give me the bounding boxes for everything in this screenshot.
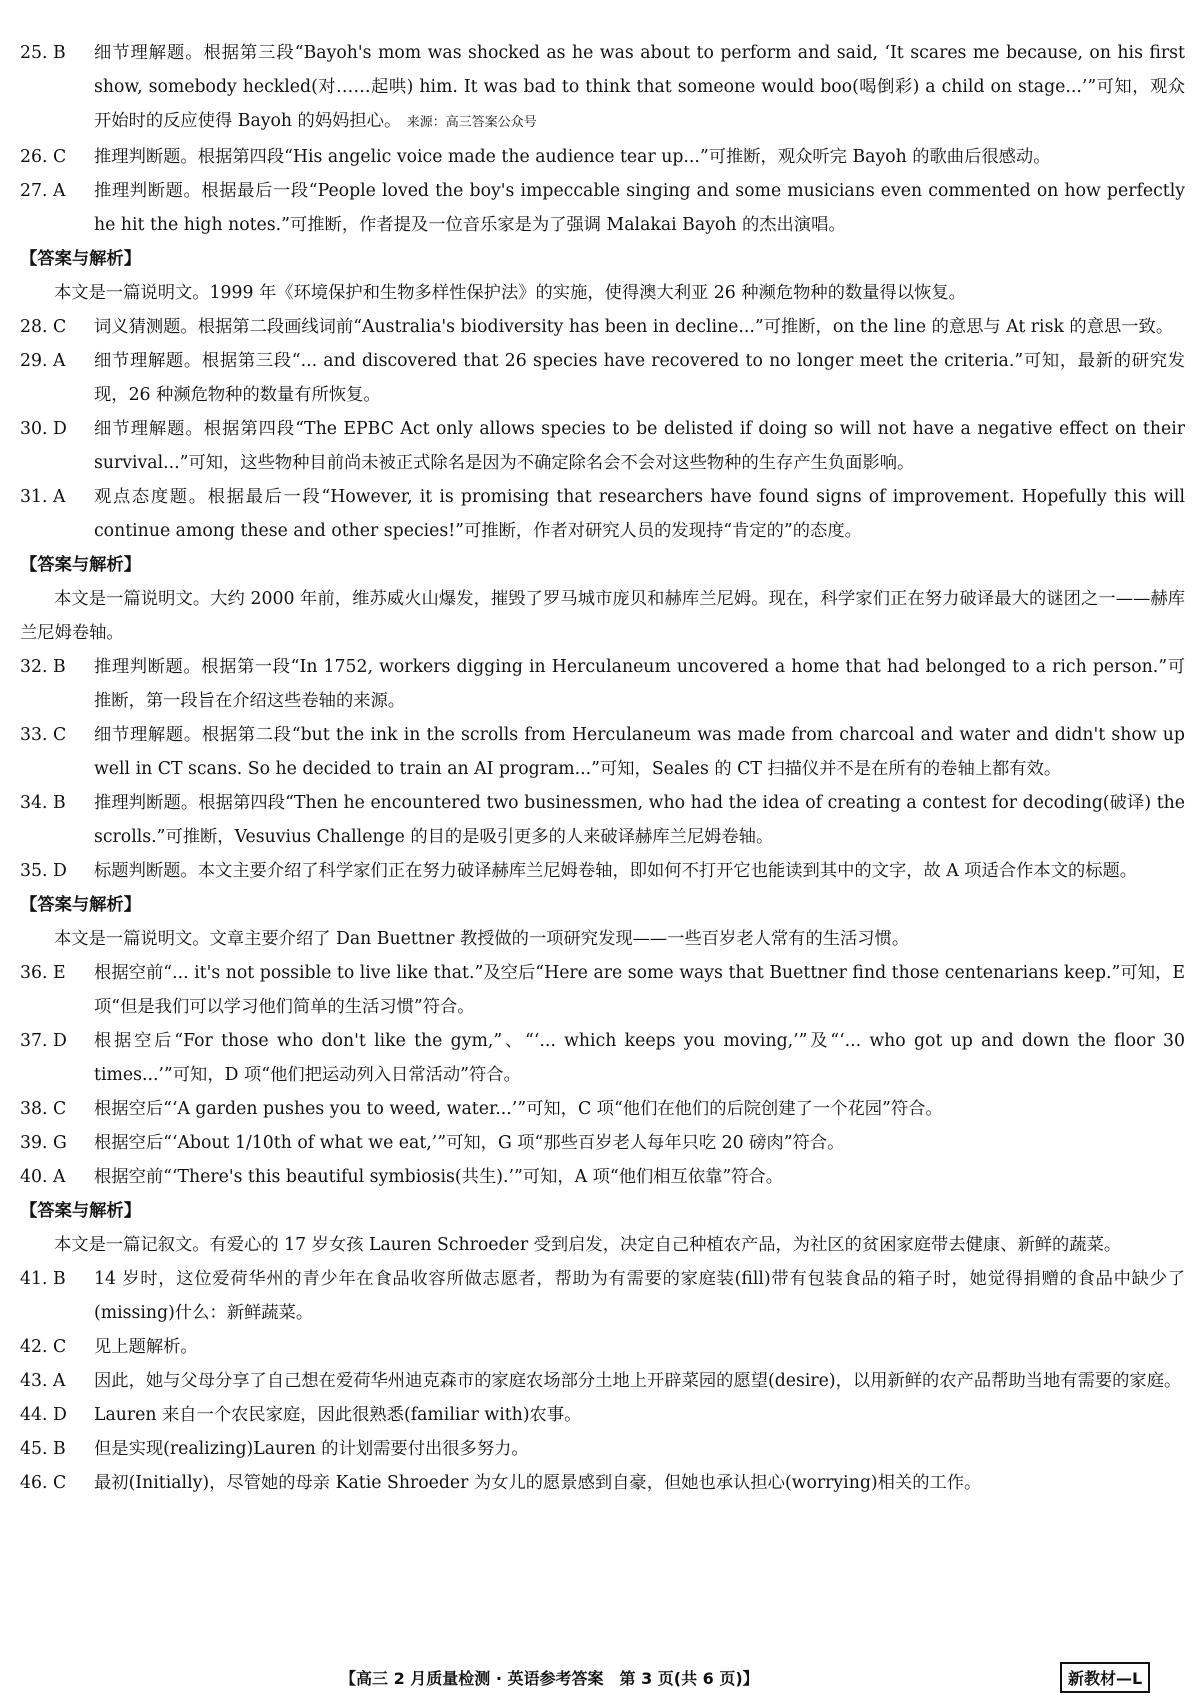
answer-item: [20, 174, 1185, 242]
answer-number: 39. G: [20, 1133, 67, 1153]
answer-item: [20, 854, 1185, 888]
answer-explanation: 根据空前“‘There's this beautiful symbiosis(共生).’”可知，A 项“他们相互依靠”符合。: [94, 1167, 784, 1187]
answer-number: 31. A: [20, 487, 66, 507]
answer-explanation: 因此，她与父母分享了自己想在爱荷华州迪克森市的家庭农场部分土地上开辟菜园的愿望(desire)，以用新鲜的农产品帮助当地有需要的家庭。: [94, 1371, 1182, 1391]
answer-number: 29. A: [20, 351, 66, 371]
answer-explanation: 推理判断题。根据第四段“Then he encountered two businessmen, who had the idea of creating a contest for decoding(破译) the scrolls.”可推断，Vesuvius Challenge 的目的是吸引更多的人来破译赫库兰尼姆卷轴。: [94, 793, 1185, 847]
answer-number: 28. C: [20, 317, 67, 337]
answer-number: 37. D: [20, 1031, 67, 1051]
answer-explanation: 最初(Initially)，尽管她的母亲 Katie Shroeder 为女儿的愿景感到自豪，但她也承认担心(worrying)相关的工作。: [94, 1473, 982, 1493]
answer-explanation: 细节理解题。根据第三段“... and discovered that 26 species have recovered to no longer meet the criteria.”可知，最新的研究发现，26 种濒危物种的数量有所恢复。: [94, 351, 1185, 405]
answer-item: [20, 718, 1185, 786]
answer-explanation: 细节理解题。根据第三段“Bayoh's mom was shocked as he was about to perform and said, ‘It scares me because, on his first show, somebody heckled(对……起哄) him. It was bad to think that someone would boo(喝倒彩) a child on stage...’”可知，观众开始时的反应使得 Bayoh 的妈妈担心。: [94, 43, 1185, 131]
answer-explanation: Lauren 来自一个农民家庭，因此很熟悉(familiar with)农事。: [94, 1405, 582, 1425]
section-intro: 本文是一篇说明文。文章主要介绍了 Dan Buettner 教授做的一项研究发现——一些百岁老人常有的生活习惯。: [54, 929, 910, 949]
answer-number: 40. A: [20, 1167, 66, 1187]
edition-badge: 新教材—L: [1060, 1662, 1150, 1693]
answer-explanation: 根据空后“For those who don't like the gym,”、“‘... which keeps you moving,’”及“‘... who got up and down the floor 30 times...’”可知，D 项“他们把运动列入日常活动”符合。: [94, 1031, 1185, 1085]
answer-explanation: 推理判断题。根据第一段“In 1752, workers digging in Herculaneum uncovered a home that had belonged to a rich person.”可推断，第一段旨在介绍这些卷轴的来源。: [94, 657, 1185, 711]
answer-item: [20, 1126, 1185, 1160]
answer-number: 42. C: [20, 1337, 67, 1357]
answer-explanation: 细节理解题。根据第二段“but the ink in the scrolls from Herculaneum was made from charcoal and water and didn't show up well in CT scans. So he decided to train an AI program...”可知，Seales 的 CT 扫描仪并不是在所有的卷轴上都有效。: [94, 725, 1185, 779]
answer-item: [20, 1024, 1185, 1092]
section-intro: 本文是一篇说明文。1999 年《环境保护和生物多样性保护法》的实施，使得澳大利亚 26 种濒危物种的数量得以恢复。: [54, 283, 966, 303]
answer-number: 30. D: [20, 419, 67, 439]
answer-number: 26. C: [20, 147, 67, 167]
answer-explanation: 根据空后“‘About 1/10th of what we eat,’”可知，G 项“那些百岁老人每年只吃 20 磅肉”符合。: [94, 1133, 845, 1153]
answer-item: [20, 1398, 1185, 1432]
answer-item: [20, 786, 1185, 854]
answer-number: 35. D: [20, 861, 67, 881]
answer-item: [20, 1364, 1185, 1398]
answer-explanation: 根据空后“‘A garden pushes you to weed, water...’”可知，C 项“他们在他们的后院创建了一个花园”符合。: [94, 1099, 943, 1119]
answer-item: [20, 1432, 1185, 1466]
page-footer: [0, 1662, 1200, 1692]
answer-item: [20, 412, 1185, 480]
answer-explanation: 但是实现(realizing)Lauren 的计划需要付出很多努力。: [94, 1439, 529, 1459]
answer-item: [20, 1092, 1185, 1126]
section-heading: 【答案与解析】: [20, 555, 141, 575]
answer-number: 25. B: [20, 43, 66, 63]
answer-explanation: 细节理解题。根据第四段“The EPBC Act only allows species to be delisted if doing so will not have a negative effect on their survival...”可知，这些物种目前尚未被正式除名是因为不确定除名会不会对这些物种的生存产生负面影响。: [94, 419, 1185, 473]
answer-item: [20, 140, 1185, 174]
section-heading: 【答案与解析】: [20, 1201, 141, 1221]
answer-explanation: 观点态度题。根据最后一段“However, it is promising that researchers have found signs of improvement. Hopefully this will continue among these and other species!”可推断，作者对研究人员的发现持“肯定的”的态度。: [94, 487, 1185, 541]
answer-item: [20, 310, 1185, 344]
footer-page-info: 【高三 2 月质量检测 · 英语参考答案 第 3 页(共 6 页)】: [340, 1669, 759, 1688]
section-heading: 【答案与解析】: [20, 895, 141, 915]
answer-number: 45. B: [20, 1439, 66, 1459]
section-heading: 【答案与解析】: [20, 249, 141, 269]
answer-number: 36. E: [20, 963, 66, 983]
answer-number: 33. C: [20, 725, 67, 745]
answer-item: [20, 1330, 1185, 1364]
answer-item: [20, 480, 1185, 548]
section-intro: 本文是一篇说明文。大约 2000 年前，维苏威火山爆发，摧毁了罗马城市庞贝和赫库兰尼姆。现在，科学家们正在努力破译最大的谜团之一——赫库兰尼姆卷轴。: [20, 589, 1185, 643]
answer-item: [20, 956, 1185, 1024]
answer-number: 43. A: [20, 1371, 66, 1391]
answer-explanation: 标题判断题。本文主要介绍了科学家们正在努力破译赫库兰尼姆卷轴，即如何不打开它也能读到其中的文字，故 A 项适合作本文的标题。: [94, 861, 1138, 881]
answer-explanation: 14 岁时，这位爱荷华州的青少年在食品收容所做志愿者，帮助为有需要的家庭装(fill)带有包装食品的箱子时，她觉得捐赠的食品中缺少了(missing)什么：新鲜蔬菜。: [94, 1269, 1185, 1323]
answer-number: 34. B: [20, 793, 66, 813]
answer-explanation: 见上题解析。: [94, 1337, 198, 1357]
answer-item: [20, 344, 1185, 412]
answer-item: [20, 1466, 1185, 1500]
answer-number: 44. D: [20, 1405, 67, 1425]
answer-number: 41. B: [20, 1269, 66, 1289]
answer-explanation: 推理判断题。根据最后一段“People loved the boy's impeccable singing and some musicians even commented on how perfectly he hit the high notes.”可推断，作者提及一位音乐家是为了强调 Malakai Bayoh 的杰出演唱。: [94, 181, 1185, 235]
answer-number: 32. B: [20, 657, 66, 677]
answer-content: [20, 36, 1185, 1500]
answer-explanation: 根据空前“... it's not possible to live like that.”及空后“Here are some ways that Buettner find those centenarians keep.”可知，E 项“但是我们可以学习他们简单的生活习惯”符合。: [94, 963, 1185, 1017]
answer-number: 38. C: [20, 1099, 67, 1119]
answer-item: [20, 1160, 1185, 1194]
answer-item: [20, 650, 1185, 718]
answer-explanation: 词义猜测题。根据第二段画线词前“Australia's biodiversity has been in decline...”可推断，on the line 的意思与 At risk 的意思一致。: [94, 317, 1174, 337]
section-intro: 本文是一篇记叙文。有爱心的 17 岁女孩 Lauren Schroeder 受到启发，决定自己种植农产品，为社区的贫困家庭带去健康、新鲜的蔬菜。: [54, 1235, 1122, 1255]
source-note: 来源：高三答案公众号: [406, 115, 537, 130]
answer-item: [20, 1262, 1185, 1330]
answer-explanation: 推理判断题。根据第四段“His angelic voice made the audience tear up...”可推断，观众听完 Bayoh 的歌曲后很感动。: [94, 147, 1051, 167]
answer-item: [20, 36, 1185, 140]
answer-number: 46. C: [20, 1473, 67, 1493]
answer-number: 27. A: [20, 181, 66, 201]
